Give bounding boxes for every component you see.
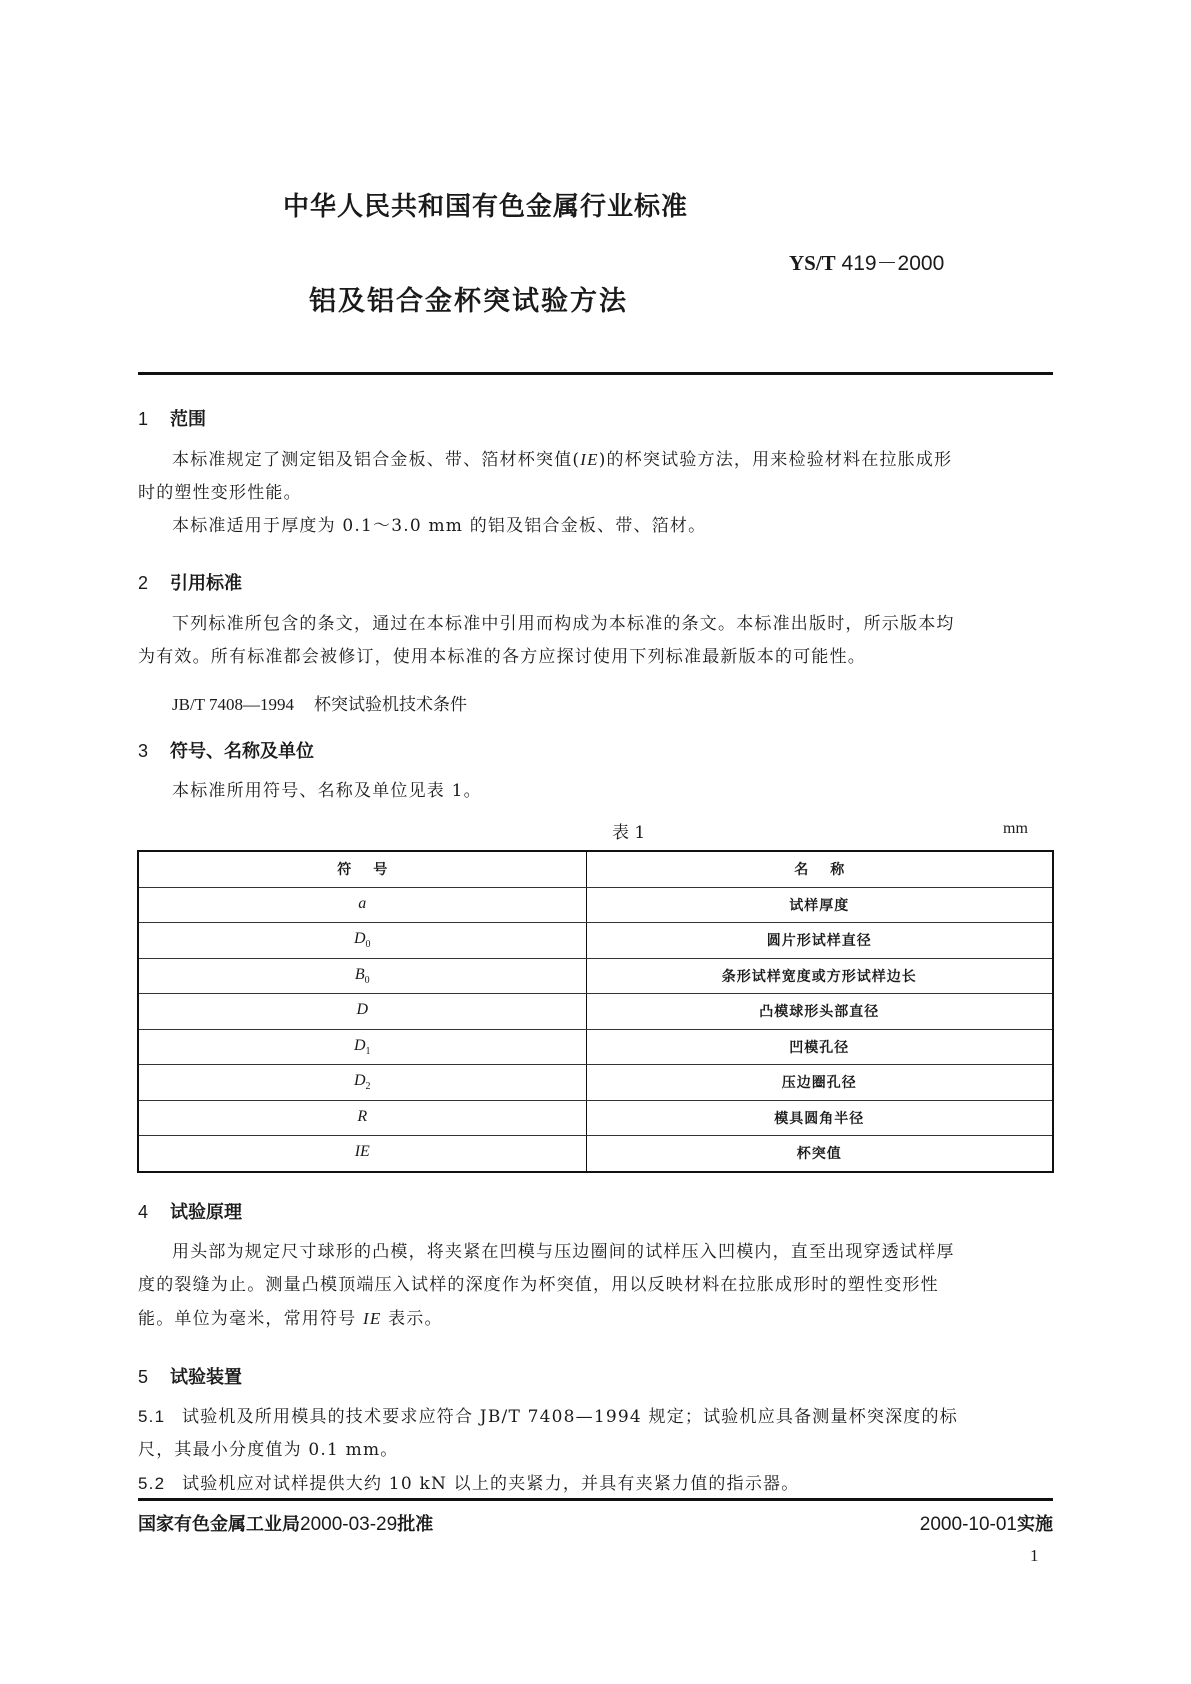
table-header-row (138, 851, 1053, 887)
section-title: 符号、名称及单位 (170, 741, 314, 762)
section-number: 1 (138, 409, 149, 429)
page-number: 1 (1030, 1546, 1039, 1565)
table-caption: 表 1 (612, 823, 646, 843)
symbol-cell: $D_1$ (138, 1029, 586, 1065)
paragraph-line: 本标准所用符号、名称及单位见表 1。 (172, 781, 482, 801)
document-title: 铝及铝合金杯突试验方法 (309, 286, 628, 317)
symbols-table (137, 850, 1054, 1173)
name-cell: 条形试样宽度或方形试样边长 (586, 958, 1053, 994)
symbol-cell: IE (138, 1136, 586, 1172)
section-5-heading (138, 1363, 242, 1389)
table-row (138, 1065, 1053, 1101)
table-row (138, 1029, 1053, 1065)
symbol-cell: $D_0$ (138, 923, 586, 959)
section-title: 试验装置 (170, 1367, 242, 1388)
paragraph-line: 时的塑性变形性能。 (138, 483, 302, 503)
section-number: 2 (138, 573, 149, 593)
section-number: 3 (138, 741, 149, 761)
section-1-body (138, 443, 1053, 543)
table-unit: mm (1003, 820, 1028, 837)
header-divider (138, 372, 1053, 375)
paragraph-line: 度的裂缝为止。测量凸模顶端压入试样的深度作为杯突值，用以反映材料在拉胀成形时的塑性变形性 (138, 1275, 939, 1295)
section-2-heading (138, 569, 242, 595)
standard-code: 419－2000 (835, 252, 945, 275)
section-4-body (138, 1236, 1053, 1336)
section-number: 5 (138, 1367, 149, 1387)
column-header-name: 名称 (586, 851, 1053, 887)
standard-prefix: YS/T (789, 251, 836, 275)
section-4-heading (138, 1198, 242, 1224)
paragraph-line: 为有效。所有标准都会被修订，使用本标准的各方应探讨使用下列标准最新版本的可能性。 (138, 647, 866, 667)
section-2-body (138, 608, 1053, 674)
normative-reference (172, 690, 467, 715)
section-3-body (138, 775, 1053, 808)
symbol-cell: a (138, 887, 586, 923)
name-cell: 杯突值 (586, 1136, 1053, 1172)
name-cell: 凹模孔径 (586, 1029, 1053, 1065)
implementation-date: 2000-10-01 (919, 1514, 1017, 1535)
approving-authority: 国家有色金属工业局 (138, 1514, 300, 1535)
table-row (138, 1100, 1053, 1136)
symbol-cell: $B_0$ (138, 958, 586, 994)
footer-divider (138, 1498, 1053, 1501)
paragraph-line: 本标准适用于厚度为 0.1～3.0 mm 的铝及铝合金板、带、箔材。 (172, 516, 707, 536)
approval-label: 批准 (397, 1514, 434, 1535)
table-row (138, 887, 1053, 923)
section-title: 引用标准 (170, 573, 242, 594)
section-number: 4 (138, 1202, 149, 1222)
paragraph-line: 尺，其最小分度值为 0.1 mm。 (138, 1440, 399, 1460)
name-cell: 凸模球形头部直径 (586, 994, 1053, 1030)
paragraph-line: 用头部为规定尺寸球形的凸模，将夹紧在凹模与压边圈间的试样压入凹模内，直至出现穿透试样厚 (172, 1242, 955, 1262)
symbol-cell: $D_2$ (138, 1065, 586, 1101)
issuing-body-title: 中华人民共和国有色金属行业标准 (283, 192, 689, 222)
paragraph-line: 本标准规定了测定铝及铝合金板、带、箔材杯突值(IE)的杯突试验方法，用来检验材料在拉胀成形 (172, 450, 953, 470)
name-cell: 压边圈孔径 (586, 1065, 1053, 1101)
table-row (138, 1136, 1053, 1172)
clause-5-2: 5.2 试验机应对试样提供大约 10 kN 以上的夹紧力，并具有夹紧力值的指示器。 (138, 1467, 1053, 1501)
implementation-label: 实施 (1017, 1514, 1053, 1535)
name-cell: 模具圆角半径 (586, 1100, 1053, 1136)
column-header-symbol: 符号 (138, 851, 586, 887)
section-title: 范围 (170, 409, 206, 430)
paragraph-line: 下列标准所包含的条文，通过在本标准中引用而构成为本标准的条文。本标准出版时，所示版本均 (172, 614, 955, 634)
section-5-body (138, 1400, 1053, 1501)
table-row (138, 958, 1053, 994)
reference-title: 杯突试验机技术条件 (314, 695, 468, 715)
ie-symbol: IE (363, 1309, 382, 1328)
table-row (138, 994, 1053, 1030)
section-title: 试验原理 (170, 1202, 242, 1223)
section-3-heading (138, 737, 314, 763)
section-1-heading (138, 405, 206, 431)
paragraph-line: 能。单位为毫米，常用符号 IE 表示。 (138, 1309, 443, 1329)
name-cell: 圆片形试样直径 (586, 923, 1053, 959)
clause-5-1: 5.1 试验机及所用模具的技术要求应符合 JB/T 7408—1994 规定；试验机应具备测量杯突深度的标 (138, 1400, 1053, 1434)
implementation-info (920, 1510, 1053, 1536)
approval-info (138, 1510, 433, 1536)
approval-date: 2000-03-29 (300, 1514, 398, 1535)
table-row (138, 923, 1053, 959)
symbol-cell: D (138, 994, 586, 1030)
symbol-cell: R (138, 1100, 586, 1136)
reference-code: JB/T 7408—1994 (172, 695, 295, 714)
clause-number: 5.1 (138, 1407, 166, 1426)
clause-number: 5.2 (138, 1474, 166, 1493)
ie-symbol: IE (580, 450, 599, 469)
standard-number (789, 247, 944, 277)
name-cell: 试样厚度 (586, 887, 1053, 923)
